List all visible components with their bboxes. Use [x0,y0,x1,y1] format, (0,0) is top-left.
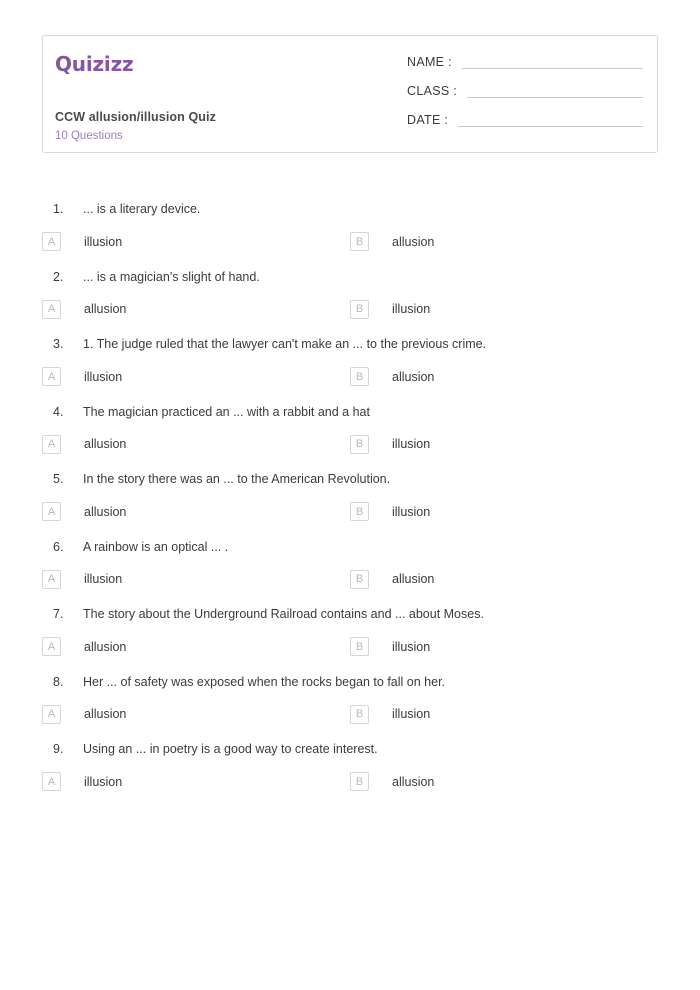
answer-option-a[interactable] [42,502,350,521]
option-letter-badge: B [350,637,369,656]
worksheet-header-card [42,35,658,153]
answer-option-b[interactable] [350,232,658,251]
answer-options-row [42,772,658,791]
question-block [42,538,658,589]
option-text: illusion [84,369,123,384]
option-letter-badge: A [42,772,61,791]
question-block [42,470,658,521]
question-text: Her ... of safety was exposed when the rocks began to fall on her. [83,674,446,689]
answer-option-a[interactable] [42,570,350,589]
option-letter-badge: A [42,232,61,251]
question-number: 9. [53,742,64,756]
option-text: illusion [392,437,431,451]
question-count-label: 10 Questions [55,130,123,142]
student-info-fields [363,36,657,152]
option-letter-badge: B [350,502,369,521]
question-row [42,200,658,218]
answer-option-a[interactable] [42,637,350,656]
answer-option-b[interactable] [350,772,658,791]
answer-options-row [42,502,658,521]
question-number: 8. [53,674,64,689]
option-text: allusion [84,504,127,519]
question-text: ... is a literary device. [83,202,201,216]
question-block [42,403,658,454]
answer-option-a[interactable] [42,367,350,386]
date-input[interactable] [458,112,643,127]
answer-option-b[interactable] [350,705,658,724]
option-letter-badge: A [42,502,61,521]
answer-option-b[interactable] [350,570,658,589]
option-letter-badge: B [350,772,369,791]
answer-option-a[interactable] [42,772,350,791]
name-field-row [407,54,643,69]
answer-option-b[interactable] [350,637,658,656]
question-block [42,673,658,724]
question-block [42,740,658,791]
answer-options-row [42,232,658,251]
option-letter-badge: B [350,705,369,724]
question-number: 4. [53,404,64,419]
answer-option-a[interactable] [42,300,350,319]
class-input[interactable] [467,83,643,98]
question-text: The story about the Underground Railroad contains and ... about Moses. [83,607,484,621]
option-text: illusion [84,234,123,249]
question-number: 7. [53,607,64,621]
question-row [42,673,658,691]
option-text: illusion [392,707,431,721]
option-letter-badge: A [42,367,61,386]
option-text: allusion [84,437,127,451]
answer-option-a[interactable] [42,705,350,724]
question-text: A rainbow is an optical ... . [83,539,229,554]
option-text: allusion [84,639,127,654]
answer-option-b[interactable] [350,367,658,386]
question-row [42,740,658,758]
question-row [42,335,658,353]
question-row [42,470,658,488]
class-field-row [407,83,643,98]
option-text: allusion [84,302,127,316]
header-left [43,36,363,152]
question-text: Using an ... in poetry is a good way to create interest. [83,742,378,756]
name-field-label: NAME : [407,55,452,69]
question-row [42,605,658,623]
option-letter-badge: B [350,570,369,589]
option-letter-badge: A [42,705,61,724]
option-text: allusion [84,707,127,721]
answer-option-a[interactable] [42,232,350,251]
question-row [42,538,658,556]
answer-options-row [42,705,658,724]
questions-list [42,200,658,808]
question-block [42,268,658,319]
option-letter-badge: B [350,300,369,319]
question-block [42,605,658,656]
option-text: allusion [392,369,435,384]
option-letter-badge: A [42,637,61,656]
question-text: The magician practiced an ... with a rabbit and a hat [83,404,370,419]
option-letter-badge: A [42,435,61,454]
answer-options-row [42,637,658,656]
option-text: illusion [84,572,123,586]
option-letter-badge: B [350,435,369,454]
class-field-label: CLASS : [407,84,458,98]
option-text: allusion [392,572,435,586]
option-text: illusion [392,504,431,519]
quiz-title: CCW allusion/illusion Quiz [55,110,216,124]
option-letter-badge: A [42,570,61,589]
question-number: 6. [53,539,64,554]
name-input[interactable] [462,54,643,69]
question-block [42,200,658,251]
answer-options-row [42,570,658,589]
question-row [42,403,658,421]
question-number: 2. [53,269,64,284]
question-block [42,335,658,386]
question-row [42,268,658,286]
answer-options-row [42,300,658,319]
option-letter-badge: B [350,232,369,251]
date-field-label: DATE : [407,113,449,127]
question-number: 1. [53,202,64,216]
answer-option-b[interactable] [350,300,658,319]
option-letter-badge: A [42,300,61,319]
question-text: 1. The judge ruled that the lawyer can't make an ... to the previous crime. [83,337,487,351]
answer-option-b[interactable] [350,435,658,454]
option-text: illusion [84,774,123,789]
answer-options-row [42,435,658,454]
question-number: 5. [53,472,64,486]
option-letter-badge: B [350,367,369,386]
question-text: In the story there was an ... to the American Revolution. [83,472,391,486]
answer-option-a[interactable] [42,435,350,454]
option-text: allusion [392,234,435,249]
date-field-row [407,112,643,127]
question-text: ... is a magician's slight of hand. [83,269,260,284]
answer-options-row [42,367,658,386]
answer-option-b[interactable] [350,502,658,521]
question-number: 3. [53,337,64,351]
option-text: allusion [392,774,435,789]
option-text: illusion [392,302,431,316]
quizizz-logo: Quizizz [55,52,134,76]
option-text: illusion [392,639,431,654]
